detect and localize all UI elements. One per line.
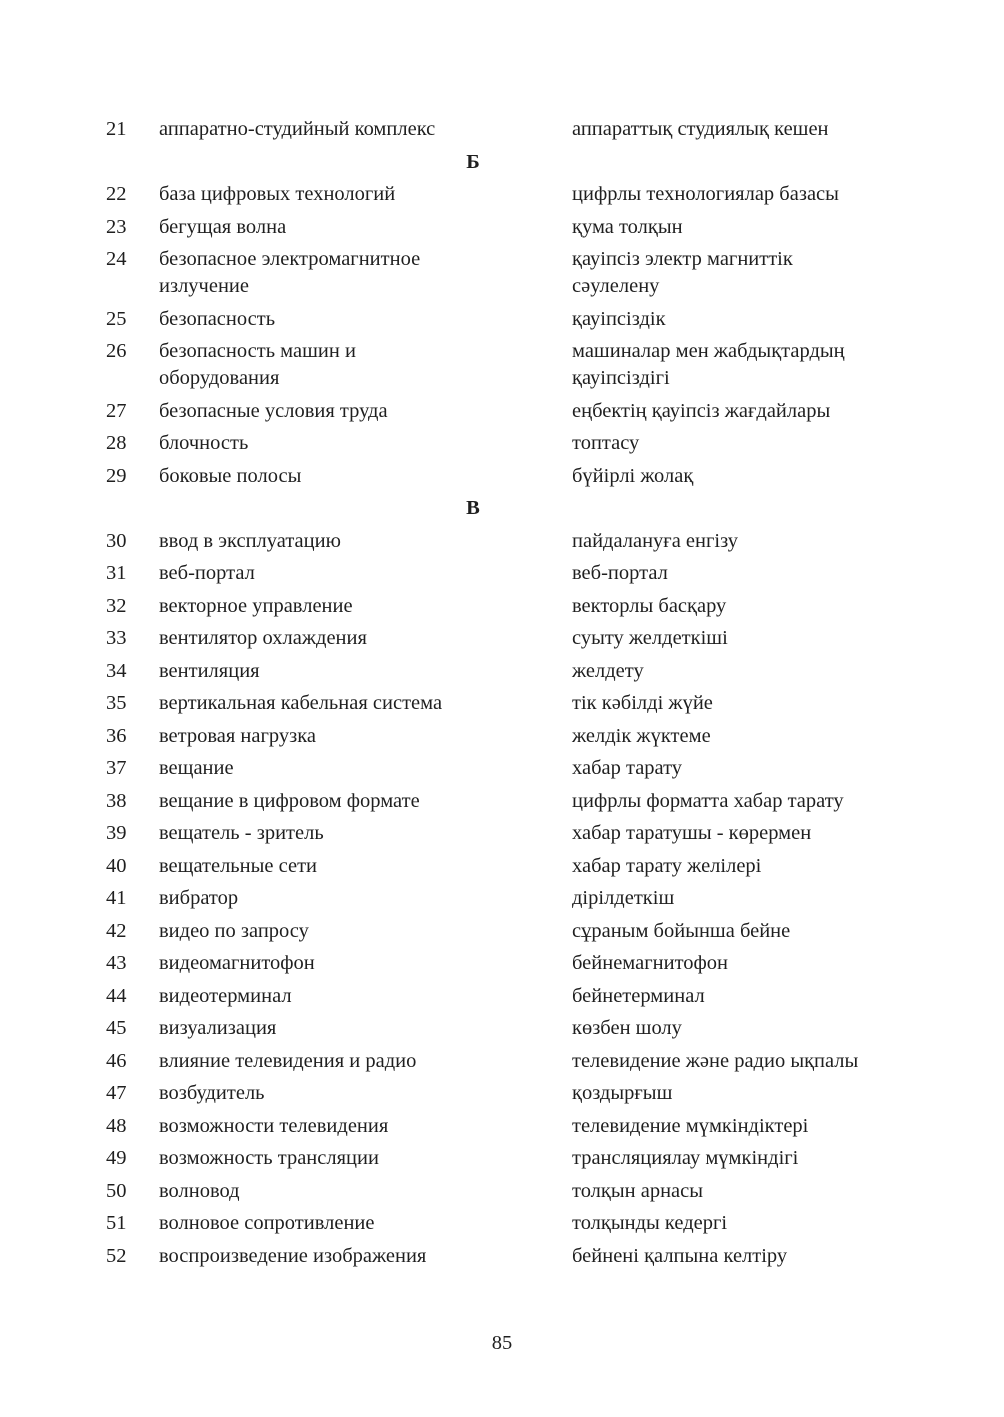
- term-number: 23: [106, 215, 127, 238]
- glossary-row: [0, 1210, 1004, 1237]
- term-russian: влияние телевидения и радио: [159, 1049, 417, 1072]
- term-kazakh: тік кәбілді жүйе: [572, 692, 713, 714]
- term-kazakh: топтасу: [572, 432, 640, 454]
- term-russian: видеомагнитофон: [159, 952, 315, 974]
- glossary-row: [0, 1048, 1004, 1075]
- glossary-row: [0, 1015, 1004, 1042]
- term-russian: вентилятор охлаждения: [159, 627, 367, 649]
- glossary-row: [0, 214, 1004, 241]
- term-kazakh: бүйірлі жолақ: [572, 464, 694, 487]
- glossary-row: [0, 430, 1004, 457]
- glossary-row: [0, 658, 1004, 685]
- glossary-row: [0, 306, 1004, 333]
- term-russian: вещатель - зритель: [159, 822, 324, 844]
- term-russian: вещание: [159, 757, 234, 779]
- term-number: 43: [106, 952, 127, 974]
- term-russian: безопасное электромагнитное излучение: [159, 248, 421, 297]
- term-kazakh: толқын арнасы: [572, 1179, 704, 1202]
- glossary-row: [0, 246, 1004, 300]
- term-russian: возможности телевидения: [159, 1114, 389, 1137]
- term-russian: вещание в цифровом формате: [159, 789, 420, 812]
- glossary-row: [0, 723, 1004, 750]
- section-letter: Б: [466, 150, 480, 173]
- term-russian: безопасные условия труда: [159, 399, 388, 422]
- term-russian: блочность: [159, 432, 249, 454]
- glossary-row: [0, 528, 1004, 555]
- term-number: 41: [106, 887, 127, 909]
- term-number: 52: [106, 1244, 127, 1267]
- term-russian: ветровая нагрузка: [159, 724, 316, 747]
- term-kazakh: дірілдеткіш: [572, 887, 675, 909]
- term-kazakh: векторлы басқару: [572, 594, 727, 617]
- term-russian: вертикальная кабельная система: [159, 692, 443, 714]
- term-russian: вещательные сети: [159, 854, 317, 877]
- term-russian: ввод в эксплуатацию: [159, 529, 341, 552]
- term-kazakh: цифрлы технологиялар базасы: [572, 183, 839, 205]
- term-number: 39: [106, 822, 127, 844]
- term-russian: вибратор: [159, 887, 239, 909]
- term-kazakh: қауіпсіздік: [572, 307, 666, 330]
- term-number: 45: [106, 1017, 127, 1039]
- term-russian: волновод: [159, 1179, 240, 1202]
- glossary-row: [0, 1243, 1004, 1270]
- term-kazakh: хабар тарату: [572, 757, 683, 779]
- term-number: 34: [106, 659, 127, 682]
- term-number: 50: [106, 1179, 127, 1202]
- glossary-row: [0, 1080, 1004, 1107]
- page-number: 85: [491, 1332, 513, 1354]
- term-kazakh: суыту желдеткіші: [572, 627, 728, 649]
- glossary-row: [0, 593, 1004, 620]
- glossary-row: [0, 1178, 1004, 1205]
- term-number: 40: [106, 854, 127, 877]
- term-russian: волновое сопротивление: [159, 1212, 375, 1234]
- term-russian: возбудитель: [159, 1082, 265, 1104]
- term-number: 26: [106, 340, 127, 362]
- term-russian: видеотерминал: [159, 984, 292, 1007]
- term-number: 32: [106, 594, 127, 617]
- glossary-table: [0, 116, 1004, 1275]
- term-kazakh: пайдалануға енгізу: [572, 529, 739, 552]
- term-kazakh: хабар таратушы - көрермен: [572, 822, 812, 844]
- term-number: 21: [106, 118, 127, 140]
- glossary-row: [0, 755, 1004, 782]
- term-number: 33: [106, 627, 127, 649]
- term-number: 30: [106, 529, 127, 552]
- glossary-row: [0, 983, 1004, 1010]
- term-number: 37: [106, 757, 127, 779]
- term-number: 46: [106, 1049, 127, 1072]
- glossary-row: [0, 820, 1004, 847]
- term-number: 29: [106, 464, 127, 487]
- term-number: 36: [106, 724, 127, 747]
- term-russian: векторное управление: [159, 594, 353, 617]
- glossary-row: [0, 918, 1004, 945]
- term-kazakh: толқынды кедергі: [572, 1212, 728, 1234]
- term-number: 31: [106, 562, 127, 584]
- term-kazakh: телевидение мүмкіндіктері: [572, 1114, 809, 1137]
- term-number: 44: [106, 984, 127, 1007]
- term-kazakh: қума толқын: [572, 215, 683, 238]
- term-russian: боковые полосы: [159, 464, 302, 487]
- glossary-row: [0, 1145, 1004, 1172]
- term-russian: видео по запросу: [159, 919, 309, 942]
- term-kazakh: қоздырғыш: [572, 1082, 673, 1104]
- term-russian: безопасность машин и оборудования: [159, 340, 356, 389]
- glossary-row: [0, 690, 1004, 717]
- term-russian: визуализация: [159, 1017, 277, 1039]
- term-kazakh: веб-портал: [572, 562, 668, 584]
- term-number: 47: [106, 1082, 127, 1104]
- term-number: 35: [106, 692, 127, 714]
- term-kazakh: телевидение және радио ықпалы: [572, 1049, 859, 1072]
- term-russian: возможность трансляции: [159, 1147, 379, 1169]
- term-kazakh: сұраным бойынша бейне: [572, 919, 791, 942]
- term-number: 38: [106, 789, 127, 812]
- glossary-row: [0, 338, 1004, 392]
- term-russian: безопасность: [159, 307, 276, 330]
- term-number: 28: [106, 432, 127, 454]
- term-number: 22: [106, 183, 127, 205]
- term-number: 24: [106, 248, 127, 270]
- term-kazakh: машиналар мен жабдықтардың қауіпсіздігі: [572, 340, 845, 389]
- term-number: 48: [106, 1114, 127, 1137]
- term-russian: база цифровых технологий: [159, 183, 396, 205]
- term-kazakh: хабар тарату желілері: [572, 854, 762, 877]
- term-kazakh: бейнетерминал: [572, 984, 705, 1007]
- term-kazakh: көзбен шолу: [572, 1017, 682, 1039]
- term-number: 27: [106, 399, 127, 422]
- glossary-row: [0, 398, 1004, 425]
- glossary-row: [0, 625, 1004, 652]
- term-russian: воспроизведение изображения: [159, 1244, 427, 1267]
- section-letter: В: [466, 497, 480, 519]
- glossary-row: [0, 853, 1004, 880]
- term-russian: бегущая волна: [159, 215, 287, 238]
- term-kazakh: желдік жүктеме: [572, 724, 711, 747]
- glossary-row: [0, 950, 1004, 977]
- glossary-row: [0, 1113, 1004, 1140]
- glossary-row: [0, 560, 1004, 587]
- term-russian: вентиляция: [159, 659, 260, 682]
- term-kazakh: еңбектің қауіпсіз жағдайлары: [572, 399, 831, 422]
- glossary-row: [0, 463, 1004, 490]
- term-kazakh: қауіпсіз электр магниттік сәулелену: [572, 248, 793, 297]
- term-kazakh: трансляциялау мүмкіндігі: [572, 1147, 799, 1169]
- term-russian: веб-портал: [159, 562, 255, 584]
- term-number: 25: [106, 307, 127, 330]
- term-kazakh: бейнені қалпына келтіру: [572, 1244, 788, 1267]
- glossary-row: [0, 885, 1004, 912]
- term-kazakh: желдету: [572, 659, 644, 682]
- glossary-row: [0, 181, 1004, 208]
- term-number: 42: [106, 919, 127, 942]
- glossary-row: [0, 788, 1004, 815]
- term-kazakh: цифрлы форматта хабар тарату: [572, 789, 844, 812]
- term-kazakh: бейнемагнитофон: [572, 952, 729, 974]
- term-kazakh: аппараттық студиялық кешен: [572, 118, 829, 140]
- term-number: 51: [106, 1212, 127, 1234]
- term-russian: аппаратно-студийный комплекс: [159, 118, 436, 140]
- glossary-row: [0, 116, 1004, 143]
- term-number: 49: [106, 1147, 127, 1169]
